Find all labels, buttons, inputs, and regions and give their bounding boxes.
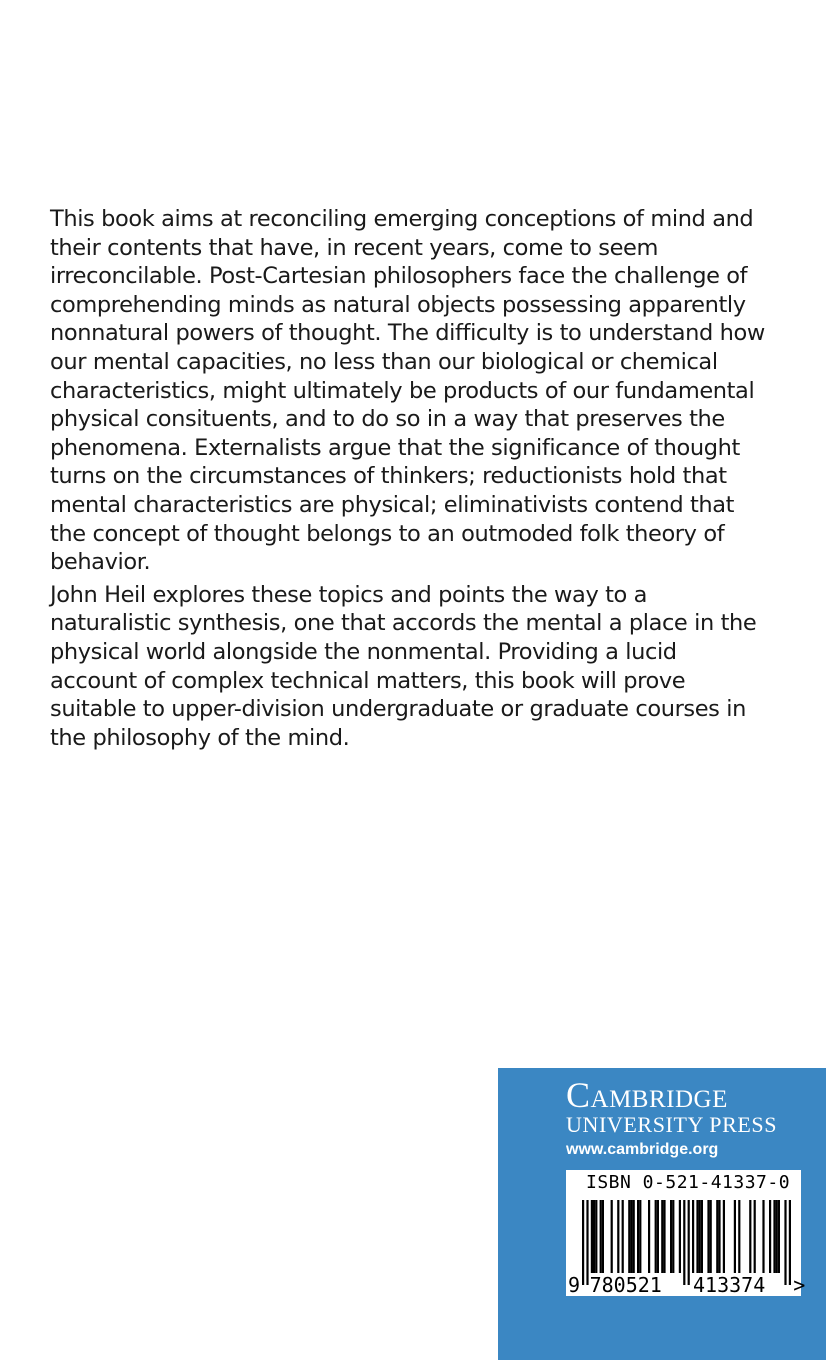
barcode-bar bbox=[683, 1200, 685, 1285]
barcode-bar bbox=[611, 1200, 613, 1273]
blurb-line: our mental capacities, no less than our biological or chemical bbox=[50, 348, 718, 375]
blurb-line: John Heil explores these topics and points the way to a bbox=[50, 581, 648, 608]
barcode-bar bbox=[633, 1200, 635, 1273]
blurb-line: comprehending minds as natural objects possessing apparently bbox=[50, 291, 746, 318]
barcode-bar bbox=[773, 1200, 775, 1273]
barcode-bar bbox=[701, 1200, 703, 1273]
barcode-bar bbox=[734, 1200, 736, 1273]
barcode-bar bbox=[718, 1200, 720, 1273]
barcode-bar bbox=[622, 1200, 624, 1273]
barcode-bar bbox=[630, 1200, 632, 1273]
blurb-line: mental characteristics are physical; eliminativists contend that bbox=[50, 491, 735, 518]
blurb-paragraph-2 bbox=[50, 581, 820, 753]
barcode-bar bbox=[628, 1200, 630, 1273]
barcode-bars bbox=[566, 1170, 806, 1297]
blurb-line: phenomena. Externalists argue that the significance of thought bbox=[50, 434, 740, 461]
barcode-digits: > bbox=[793, 1273, 806, 1297]
barcode-bar bbox=[769, 1200, 771, 1273]
barcode-bar bbox=[776, 1200, 778, 1273]
blurb-line: their contents that have, in recent years, come to seem bbox=[50, 234, 659, 261]
barcode-bar bbox=[723, 1200, 725, 1273]
back-cover-blurb bbox=[50, 205, 820, 752]
blurb-line: physical world alongside the nonmental. Providing a lucid bbox=[50, 638, 677, 665]
blurb-line: nonnatural powers of thought. The difficulty is to understand how bbox=[50, 320, 765, 347]
blurb-line: irreconcilable. Post-Cartesian philosophers face the challenge of bbox=[50, 263, 748, 290]
publisher-logo-subtitle: UNIVERSITY PRESS bbox=[566, 1112, 778, 1137]
barcode-bar bbox=[738, 1200, 740, 1273]
barcode-bar bbox=[754, 1200, 756, 1273]
barcode-bar bbox=[655, 1200, 657, 1273]
barcode-bar bbox=[602, 1200, 604, 1273]
blurb-line: This book aims at reconciling emerging conceptions of mind and bbox=[50, 206, 754, 232]
barcode-bar bbox=[716, 1200, 718, 1273]
blurb-line: suitable to upper-division undergraduate or graduate courses in bbox=[50, 696, 746, 723]
barcode-bar bbox=[688, 1200, 690, 1285]
barcode-bar bbox=[582, 1200, 584, 1285]
barcode-bar bbox=[639, 1200, 641, 1273]
blurb-line: the concept of thought belongs to an outmoded folk theory of bbox=[50, 520, 725, 547]
blurb-line: physical consituents, and to do so in a way that preserves the bbox=[50, 406, 725, 433]
barcode-bar bbox=[778, 1200, 780, 1273]
barcode-bar bbox=[710, 1200, 712, 1273]
barcode-digits: 9 bbox=[568, 1273, 581, 1297]
barcode-bar bbox=[762, 1200, 764, 1273]
barcode-bar bbox=[692, 1200, 694, 1273]
blurb-paragraph-1 bbox=[50, 205, 820, 577]
barcode-bar bbox=[591, 1200, 593, 1273]
barcode-bar bbox=[696, 1200, 698, 1273]
barcode-bar bbox=[586, 1200, 588, 1285]
publisher-logo-name: Cambridge bbox=[566, 1075, 728, 1115]
barcode-bar bbox=[670, 1200, 672, 1273]
blurb-line: turns on the circumstances of thinkers; reductionists hold that bbox=[50, 463, 727, 490]
blurb-line: the philosophy of the mind. bbox=[50, 724, 350, 751]
barcode-bar bbox=[661, 1200, 663, 1273]
barcode-digits: 413374 bbox=[693, 1273, 766, 1297]
barcode-bar bbox=[707, 1200, 709, 1273]
barcode-bar bbox=[657, 1200, 659, 1273]
barcode-bar bbox=[749, 1200, 751, 1273]
publisher-url: www.cambridge.org bbox=[566, 1141, 719, 1158]
blurb-line: account of complex technical matters, this book will prove bbox=[50, 667, 686, 694]
blurb-line: behavior. bbox=[50, 549, 151, 576]
isbn-label: ISBN 0-521-41337-0 bbox=[586, 1172, 791, 1193]
barcode-digits: 780521 bbox=[589, 1273, 662, 1297]
barcode-bar bbox=[789, 1200, 791, 1285]
barcode-bar bbox=[679, 1200, 681, 1273]
barcode-bar bbox=[699, 1200, 701, 1273]
barcode-bar bbox=[617, 1200, 619, 1273]
blurb-line: naturalistic synthesis, one that accords the mental a place in the bbox=[50, 610, 757, 637]
barcode-bar bbox=[600, 1200, 602, 1273]
barcode-bar bbox=[784, 1200, 786, 1285]
barcode-bar bbox=[672, 1200, 674, 1273]
blurb-line: characteristics, might ultimately be products of our fundamental bbox=[50, 377, 755, 404]
isbn-barcode bbox=[566, 1170, 806, 1297]
barcode-bar bbox=[663, 1200, 665, 1273]
barcode-bar bbox=[637, 1200, 639, 1273]
barcode-bar bbox=[648, 1200, 650, 1273]
barcode-bar bbox=[595, 1200, 597, 1273]
barcode-bar bbox=[593, 1200, 595, 1273]
